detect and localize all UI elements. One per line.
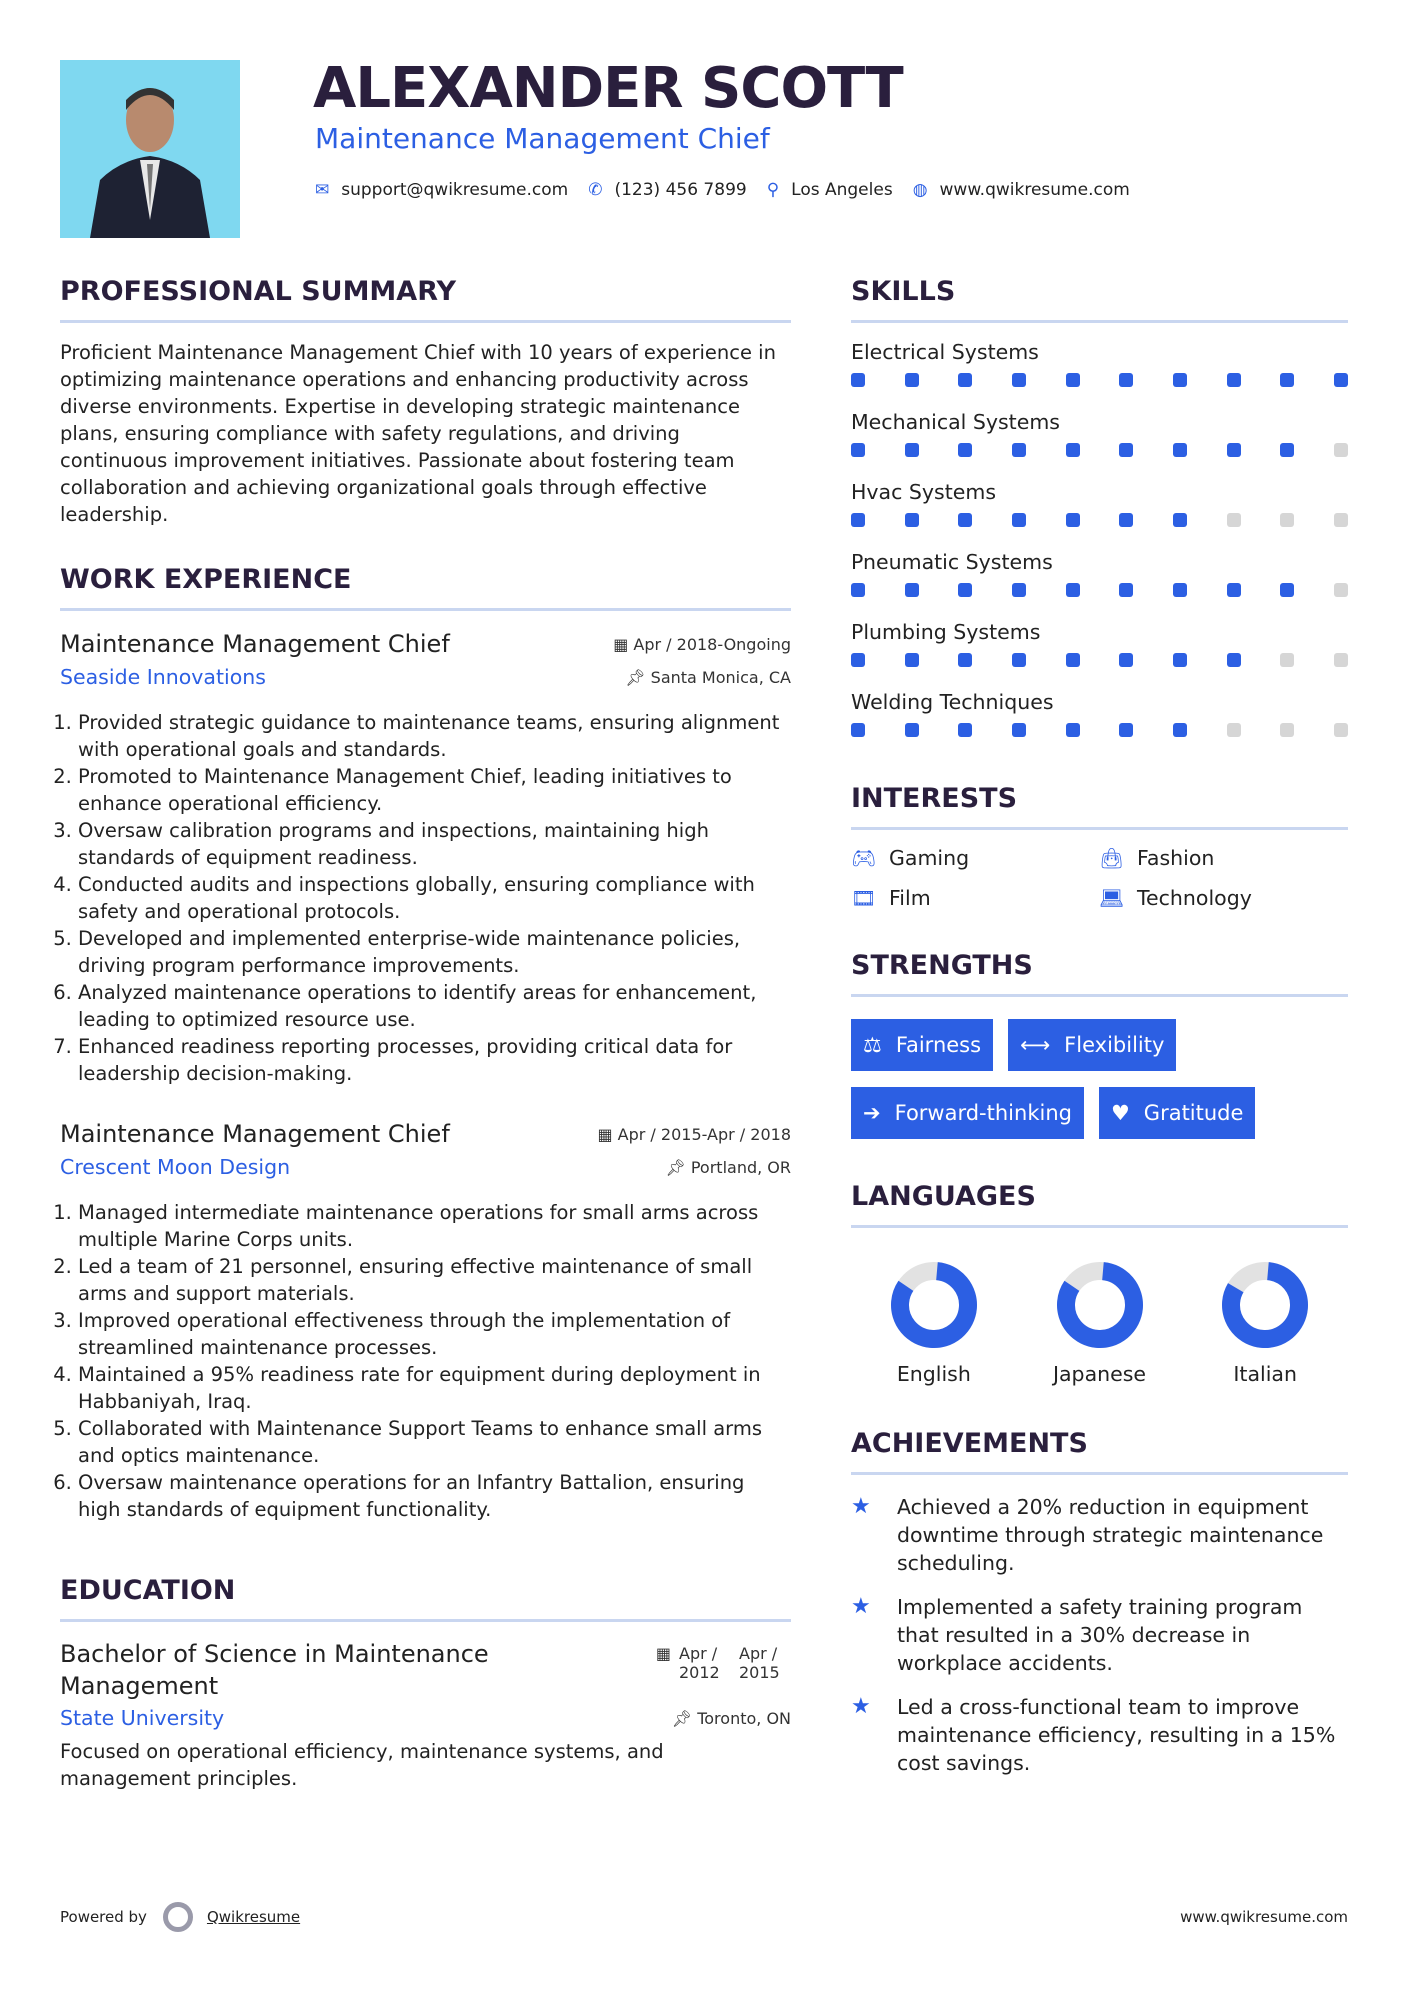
gamepad-icon: 🎮︎ [851, 846, 877, 870]
film-icon: 🎞︎ [851, 886, 877, 910]
skill-name: Plumbing Systems [851, 620, 1041, 644]
website[interactable]: www.qwikresume.com [939, 180, 1130, 200]
skill-dot [1227, 583, 1241, 597]
job-date: Apr / 2018-Ongoing [633, 634, 791, 654]
skill-dot [1012, 653, 1026, 667]
skill-dot [1119, 443, 1133, 457]
skill-item [851, 407, 1348, 457]
skill-dot [958, 583, 972, 597]
achievement-item [851, 1593, 1348, 1677]
right-column [851, 272, 1348, 1777]
strength-badge [1008, 1019, 1176, 1071]
skill-dot [1119, 513, 1133, 527]
achievements-heading: ACHIEVEMENTS [851, 1424, 1348, 1475]
candidate-title: Maintenance Management Chief [315, 122, 770, 155]
language-donut [889, 1260, 979, 1350]
skill-dot [1334, 443, 1348, 457]
strength-label: Forward-thinking [894, 1101, 1072, 1125]
duty-item: 3. Improved operational effectiveness through the implementation of streamlined maintenance processes. [78, 1307, 791, 1361]
skill-dot [1280, 723, 1294, 737]
job-duties [60, 1199, 791, 1523]
language-item [1017, 1260, 1183, 1386]
skill-rating [851, 373, 1348, 387]
envelope-icon: ✉ [315, 180, 330, 200]
company: Seaside Innovations [60, 665, 266, 689]
skill-rating [851, 513, 1348, 527]
achievement-item [851, 1693, 1348, 1777]
pin-icon: 📌︎ [625, 667, 651, 687]
globe-icon: ◍ [912, 180, 928, 200]
duty-item: 6. Oversaw maintenance operations for an Infantry Battalion, ensuring high standards of equipment functionality. [78, 1469, 791, 1523]
footer-site[interactable]: www.qwikresume.com [1180, 1908, 1348, 1926]
skill-dot [958, 723, 972, 737]
edu-start: Apr / 2012 [679, 1644, 720, 1682]
calendar-icon: ▦ [613, 634, 634, 654]
duty-item: 6. Analyzed maintenance operations to identify areas for enhancement, leading to optimized resource use. [78, 979, 791, 1033]
skill-dot [1119, 583, 1133, 597]
arrows-h-icon: ⟷ [1020, 1033, 1051, 1057]
skill-dot [905, 653, 919, 667]
calendar-icon: ▦ [655, 1644, 671, 1663]
duty-item: 1. Provided strategic guidance to maintenance teams, ensuring alignment with operational goals and standards. [78, 709, 791, 763]
skill-dot [958, 513, 972, 527]
duty-item: 3. Oversaw calibration programs and inspections, maintaining high standards of equipment readiness. [78, 817, 791, 871]
language-donut [1055, 1260, 1145, 1350]
language-name: English [896, 1362, 971, 1386]
skill-dot [1334, 513, 1348, 527]
duty-item: 7. Enhanced readiness reporting processes, providing critical data for leadership decision-making. [78, 1033, 791, 1087]
skill-dot [1173, 583, 1187, 597]
star-icon: ★ [851, 1594, 871, 1619]
left-column [60, 272, 791, 1792]
achievement-text: Achieved a 20% reduction in equipment downtime through strategic maintenance scheduling. [897, 1495, 1324, 1575]
skills-heading: SKILLS [851, 272, 1348, 323]
shopping-bag-icon: 👜︎ [1099, 846, 1125, 870]
skill-dot [1119, 373, 1133, 387]
skill-dot [1066, 583, 1080, 597]
summary-text: Proficient Maintenance Management Chief with 10 years of experience in optimizing maintenance operations and enhancing productivity across diverse environments. Expertise in developing strategic maintenance plans, ensuring compliance with safety regulations, and driving continuous improvement initiatives. Passionate about fostering team collaboration and achieving organizational goals through effective leadership. [60, 341, 776, 526]
skill-item [851, 617, 1348, 667]
language-item [1182, 1260, 1348, 1386]
skill-dot [1227, 513, 1241, 527]
job-title: Maintenance Management Chief [60, 1120, 450, 1148]
work-heading: WORK EXPERIENCE [60, 560, 791, 611]
email[interactable]: support@qwikresume.com [341, 180, 569, 200]
achievement-text: Led a cross-functional team to improve maintenance efficiency, resulting in a 15% cost savings. [897, 1695, 1336, 1775]
skill-rating [851, 583, 1348, 597]
skill-name: Electrical Systems [851, 340, 1039, 364]
skill-dot [1119, 653, 1133, 667]
skill-item [851, 337, 1348, 387]
strength-label: Gratitude [1143, 1101, 1244, 1125]
phone: (123) 456 7899 [614, 180, 747, 200]
school: State University [60, 1706, 225, 1730]
skill-dot [851, 443, 865, 457]
duty-item: 1. Managed intermediate maintenance operations for small arms across multiple Marine Corps units. [78, 1199, 791, 1253]
skill-dot [905, 513, 919, 527]
skill-dot [1066, 723, 1080, 737]
interest-item [851, 886, 1099, 910]
laptop-icon: 💻︎ [1099, 886, 1125, 910]
skill-dot [958, 653, 972, 667]
powered-by: Powered by [60, 1908, 147, 1926]
interest-label: Film [889, 886, 931, 910]
skill-name: Pneumatic Systems [851, 550, 1053, 574]
skill-dot [1119, 723, 1133, 737]
candidate-name: ALEXANDER SCOTT [313, 56, 903, 121]
education-text: Focused on operational efficiency, maintenance systems, and management principles. [60, 1740, 664, 1790]
duty-item: 2. Led a team of 21 personnel, ensuring effective maintenance of small arms and support materials. [78, 1253, 791, 1307]
skill-dot [958, 443, 972, 457]
skill-name: Welding Techniques [851, 690, 1054, 714]
skill-dot [1066, 513, 1080, 527]
skill-dot [1173, 653, 1187, 667]
company: Crescent Moon Design [60, 1155, 291, 1179]
skill-dot [1280, 443, 1294, 457]
skill-rating [851, 723, 1348, 737]
job-title: Maintenance Management Chief [60, 630, 450, 658]
skill-dot [1173, 373, 1187, 387]
skill-dot [1280, 653, 1294, 667]
strength-badge [851, 1087, 1084, 1139]
star-icon: ★ [851, 1694, 871, 1719]
skill-item [851, 547, 1348, 597]
duty-item: 5. Developed and implemented enterprise-wide maintenance policies, driving program performance improvements. [78, 925, 791, 979]
edu-end: Apr / 2015 [739, 1644, 780, 1682]
interest-label: Fashion [1137, 846, 1215, 870]
skill-dot [1227, 723, 1241, 737]
interests-heading: INTERESTS [851, 779, 1348, 830]
education-entry [60, 1638, 791, 1792]
skill-dot [851, 653, 865, 667]
skill-dot [1173, 513, 1187, 527]
job-duties [60, 709, 791, 1087]
skill-dot [1280, 373, 1294, 387]
map-marker-icon: ⚲ [766, 180, 780, 200]
skill-dot [851, 513, 865, 527]
duty-item: 4. Conducted audits and inspections globally, ensuring compliance with safety and operational protocols. [78, 871, 791, 925]
duty-item: 4. Maintained a 95% readiness rate for equipment during deployment in Habbaniyah, Iraq. [78, 1361, 791, 1415]
skill-dot [1334, 373, 1348, 387]
skill-dot [851, 583, 865, 597]
skill-dot [1012, 443, 1026, 457]
strength-label: Flexibility [1064, 1033, 1165, 1057]
profile-photo [60, 60, 240, 238]
skill-rating [851, 653, 1348, 667]
brand-link[interactable]: Qwikresume [206, 1908, 301, 1926]
skill-dot [905, 443, 919, 457]
strength-label: Fairness [895, 1033, 982, 1057]
interest-item [1099, 846, 1347, 870]
language-donut [1220, 1260, 1310, 1350]
skill-dot [958, 373, 972, 387]
languages-heading: LANGUAGES [851, 1177, 1348, 1228]
footer [60, 1902, 1348, 1932]
skill-dot [1280, 513, 1294, 527]
skill-item [851, 687, 1348, 737]
job-entry [60, 1117, 791, 1523]
skill-dot [1012, 513, 1026, 527]
qwikresume-logo-icon [163, 1902, 193, 1932]
skill-dot [1227, 443, 1241, 457]
skill-dot [905, 723, 919, 737]
skill-dot [1012, 583, 1026, 597]
language-item [851, 1260, 1017, 1386]
strength-badge [1099, 1087, 1255, 1139]
skill-dot [1173, 723, 1187, 737]
language-name: Japanese [1052, 1362, 1147, 1386]
strength-badge [851, 1019, 993, 1071]
skill-dot [1173, 443, 1187, 457]
skill-item [851, 477, 1348, 527]
job-location: Portland, OR [690, 1157, 791, 1177]
job-date: Apr / 2015-Apr / 2018 [617, 1124, 791, 1144]
skill-name: Hvac Systems [851, 480, 997, 504]
strengths-heading: STRENGTHS [851, 946, 1348, 997]
heart-icon: ♥ [1110, 1101, 1130, 1125]
skill-dot [905, 373, 919, 387]
job-location: Santa Monica, CA [650, 667, 791, 687]
skill-rating [851, 443, 1348, 457]
skill-dot [1066, 443, 1080, 457]
summary-heading: PROFESSIONAL SUMMARY [60, 272, 791, 323]
interest-label: Gaming [889, 846, 970, 870]
interest-item [851, 846, 1099, 870]
pin-icon: 📌︎ [671, 1708, 698, 1728]
skill-dot [1334, 583, 1348, 597]
skill-dot [1012, 723, 1026, 737]
skill-dot [1227, 653, 1241, 667]
job-entry [60, 627, 791, 1087]
star-icon: ★ [851, 1494, 871, 1519]
skill-dot [1227, 373, 1241, 387]
skill-dot [851, 373, 865, 387]
location: Los Angeles [791, 180, 893, 200]
contact-bar [315, 180, 1150, 200]
degree: Bachelor of Science in Maintenance Management [60, 1640, 489, 1700]
phone-icon: ✆ [588, 180, 603, 200]
interest-item [1099, 886, 1347, 910]
language-name: Italian [1233, 1362, 1297, 1386]
skill-dot [1334, 723, 1348, 737]
skill-dot [905, 583, 919, 597]
skill-dot [1012, 373, 1026, 387]
interest-label: Technology [1137, 886, 1252, 910]
edu-location: Toronto, ON [697, 1708, 791, 1728]
skill-dot [1280, 583, 1294, 597]
pin-icon: 📌︎ [665, 1157, 691, 1177]
arrow-right-icon: ➔ [863, 1101, 881, 1125]
skill-dot [1066, 653, 1080, 667]
balance-scale-icon: ⚖ [863, 1033, 882, 1057]
education-heading: EDUCATION [60, 1571, 791, 1622]
skill-dot [851, 723, 865, 737]
skill-name: Mechanical Systems [851, 410, 1060, 434]
skill-dot [1066, 373, 1080, 387]
duty-item: 5. Collaborated with Maintenance Support Teams to enhance small arms and optics maintenance. [78, 1415, 791, 1469]
duty-item: 2. Promoted to Maintenance Management Chief, leading initiatives to enhance operational efficiency. [78, 763, 791, 817]
calendar-icon: ▦ [597, 1124, 618, 1144]
achievement-item [851, 1493, 1348, 1577]
achievement-text: Implemented a safety training program that resulted in a 30% decrease in workplace accidents. [897, 1595, 1303, 1675]
skill-dot [1334, 653, 1348, 667]
